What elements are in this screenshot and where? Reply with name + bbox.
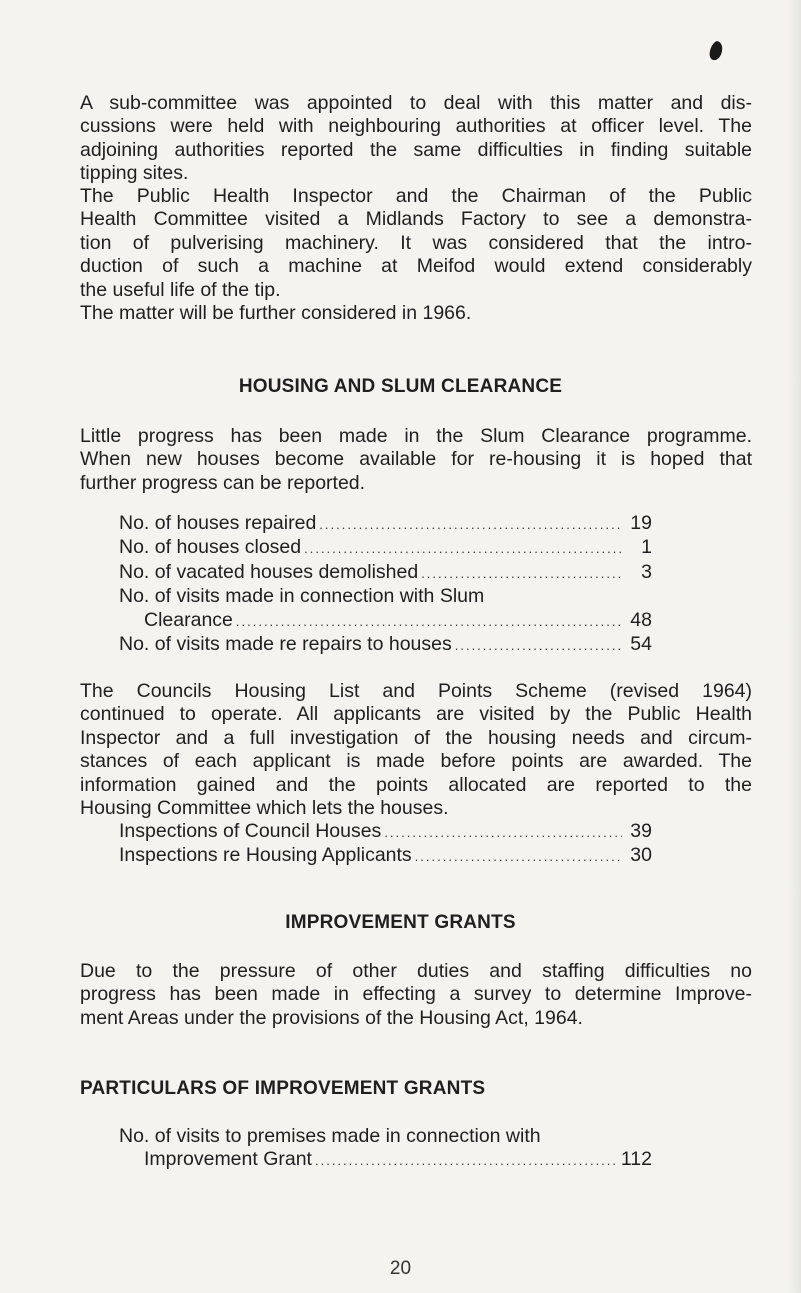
- housing-statistics-list: [119, 512, 652, 657]
- text-line: continued to operate. All applicants are visited by the Public Health: [80, 703, 752, 726]
- inspections-list: [119, 820, 652, 869]
- stat-label: No. of visits made in connection with Slum: [119, 585, 485, 608]
- stat-value: 48: [630, 608, 652, 631]
- points-scheme-paragraph: [80, 680, 752, 820]
- list-item: [119, 1125, 652, 1148]
- leader-dots: [236, 610, 622, 633]
- page-number: 20: [389, 1258, 412, 1279]
- leader-dots: [315, 1149, 617, 1172]
- stat-label: Clearance: [144, 608, 233, 631]
- stat-value: 112: [620, 1148, 652, 1171]
- text-line: The matter will be further considered in 1966.: [80, 302, 472, 324]
- stat-value: 19: [630, 512, 652, 534]
- text-line: When new houses become available for re-housing it is hoped that: [80, 448, 752, 471]
- text-line: Inspector and a full investigation of the housing needs and circum-: [80, 726, 752, 749]
- text-line: duction of such a machine at Meifod would extend considerably: [80, 255, 752, 278]
- text-line: tipping sites.: [80, 162, 189, 185]
- text-line: A sub-committee was appointed to deal with this matter and dis-: [80, 92, 752, 114]
- list-item: [119, 820, 652, 844]
- list-item: [119, 561, 652, 585]
- list-item: [119, 585, 652, 608]
- stat-label: No. of visits to premises made in connection with: [119, 1125, 541, 1147]
- page-edge-shadow: [787, 0, 801, 1293]
- improvement-paragraph: [80, 960, 752, 1030]
- stat-value: 1: [641, 536, 652, 559]
- text-line: The Public Health Inspector and the Chairman of the Public: [80, 185, 752, 207]
- leader-dots: [455, 634, 622, 657]
- stat-value: 39: [630, 820, 652, 842]
- list-item: [119, 512, 652, 536]
- text-line: cussions were held with neighbouring authorities at officer level. The: [80, 115, 752, 138]
- stat-label: Improvement Grant: [144, 1148, 312, 1171]
- text-line: Health Committee visited a Midlands Factory to see a demonstra-: [80, 208, 752, 231]
- leader-dots: [384, 821, 622, 844]
- text-line: Housing Committee which lets the houses.: [80, 797, 449, 820]
- leader-dots: [415, 845, 622, 868]
- particulars-heading: PARTICULARS OF IMPROVEMENT GRANTS: [80, 1078, 486, 1099]
- ink-blot-mark: [708, 40, 724, 62]
- text-line: ment Areas under the provisions of the Housing Act, 1964.: [80, 1006, 583, 1029]
- text-line: tion of pulverising machinery. It was considered that the intro-: [80, 231, 752, 254]
- text-line: adjoining authorities reported the same difficulties in finding suitable: [80, 138, 752, 161]
- subcommittee-paragraph: [80, 92, 752, 186]
- stat-label: No. of visits made re repairs to houses: [119, 633, 452, 656]
- stat-label: No. of houses repaired: [119, 512, 317, 534]
- text-line: Little progress has been made in the Slum Clearance programme.: [80, 425, 752, 447]
- stat-label: No. of vacated houses demolished: [119, 560, 419, 583]
- text-line: The Councils Housing List and Points Scheme (revised 1964): [80, 680, 752, 702]
- list-item: [119, 844, 652, 868]
- list-item: [119, 1148, 652, 1172]
- leader-dots: [421, 562, 622, 585]
- list-item: [119, 633, 652, 657]
- text-line: the useful life of the tip.: [80, 278, 281, 301]
- text-line: progress has been made in effecting a survey to determine Improve-: [80, 983, 752, 1006]
- housing-heading: HOUSING AND SLUM CLEARANCE: [238, 376, 563, 397]
- text-line: Due to the pressure of other duties and staffing difficulties no: [80, 960, 752, 982]
- text-line: further progress can be reported.: [80, 471, 366, 494]
- text-line: information gained and the points allocated are reported to the: [80, 773, 752, 796]
- stat-value: 54: [630, 633, 652, 656]
- stat-value: 30: [630, 844, 652, 867]
- stat-label: Inspections of Council Houses: [119, 820, 382, 842]
- stat-value: 3: [641, 560, 652, 583]
- particulars-list: [119, 1125, 652, 1173]
- list-item: [119, 536, 652, 560]
- stat-label: No. of houses closed: [119, 536, 302, 559]
- list-item: [119, 609, 652, 633]
- housing-intro-paragraph: [80, 425, 752, 495]
- factory-visit-paragraph: [80, 185, 752, 302]
- text-line: stances of each applicant is made before points are awarded. The: [80, 750, 752, 773]
- stat-label: Inspections re Housing Applicants: [119, 844, 412, 867]
- leader-dots: [319, 513, 622, 536]
- leader-dots: [304, 537, 622, 560]
- improvement-grants-heading: IMPROVEMENT GRANTS: [285, 912, 516, 933]
- further-consideration-paragraph: [80, 302, 752, 325]
